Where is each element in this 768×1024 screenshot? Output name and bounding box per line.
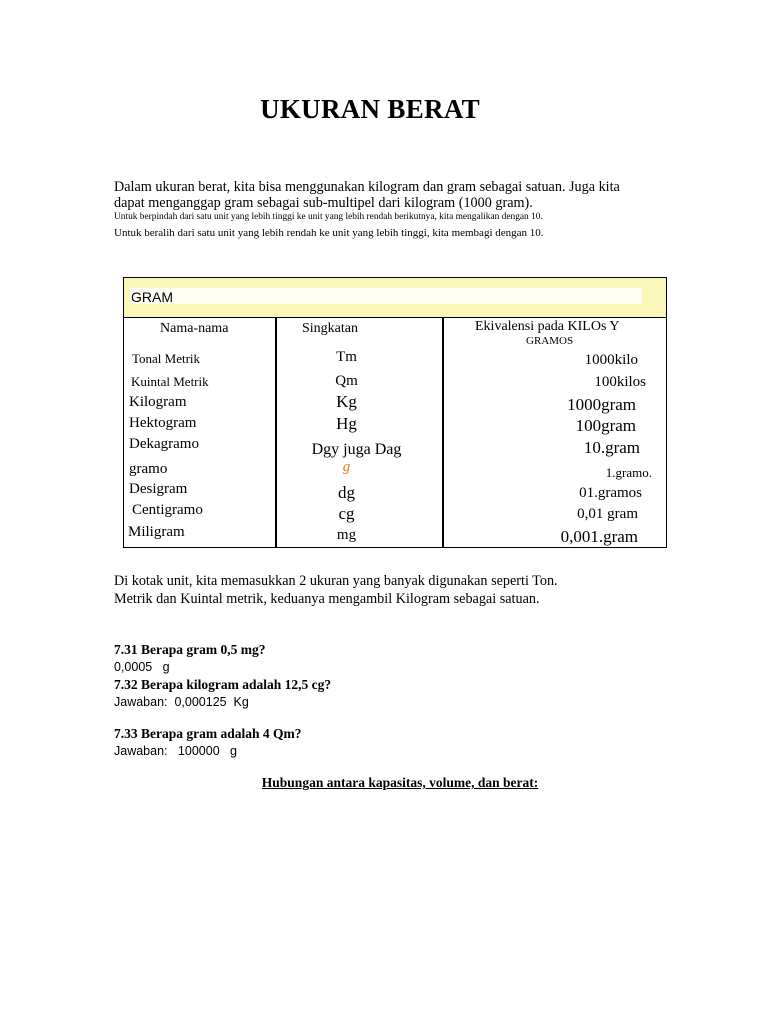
table-cell-name: Kuintal Metrik xyxy=(131,374,209,389)
question-text: 7.32 Berapa kilogram adalah 12,5 cg? xyxy=(114,677,332,692)
table-cell-abbr: dg xyxy=(338,483,355,502)
table-cell-name: Hektogram xyxy=(129,415,197,431)
table-note xyxy=(114,572,558,608)
table-cell-equiv: 01.gramos xyxy=(579,485,642,501)
table-cell-abbr: mg xyxy=(336,527,357,543)
intro-section xyxy=(114,179,634,240)
table-cell-equiv: 100kilos xyxy=(594,374,646,390)
weight-units-table xyxy=(123,277,667,548)
table-cell-name: gramo xyxy=(129,461,168,477)
table-cell-abbr: Dgy juga Dag xyxy=(311,441,402,458)
table-note-line: Di kotak unit, kita memasukkan 2 ukuran yang banyak digunakan seperti Ton. xyxy=(114,573,558,589)
column-divider xyxy=(442,318,444,547)
table-note-line: Metrik dan Kuintal metrik, keduanya mengambil Kilogram sebagai satuan. xyxy=(114,591,540,607)
table-cell-name: Centigramo xyxy=(132,502,203,518)
table-cell-equiv: 0,001.gram xyxy=(560,527,638,546)
column-header-abbr: Singkatan xyxy=(302,321,358,336)
table-cell-equiv: 0,01 gram xyxy=(577,506,638,522)
table-header-band xyxy=(124,278,666,318)
table-cell-abbr: Qm xyxy=(335,373,358,389)
table-cell-equiv: 10.gram xyxy=(583,438,640,457)
question-text: 7.33 Berapa gram adalah 4 Qm? xyxy=(114,726,302,741)
table-cell-equiv: 1.gramo. xyxy=(605,465,652,480)
question-7-33 xyxy=(114,725,302,760)
column-header-equiv: Ekivalensi pada KILOs Y xyxy=(475,319,620,334)
table-cell-equiv: 1000gram xyxy=(567,395,636,414)
table-cell-abbr: Kg xyxy=(336,392,357,411)
question-text: 7.31 Berapa gram 0,5 mg? xyxy=(114,642,266,657)
intro-multiply-rule: Untuk berpindah dari satu unit yang lebih tinggi ke unit yang lebih rendah berikutnya, kita mengalikan dengan 10. xyxy=(114,212,543,222)
table-cell-abbr: g xyxy=(342,459,351,475)
table-cell-name: Dekagramo xyxy=(129,436,199,452)
table-cell-equiv: 100gram xyxy=(575,416,636,435)
page-title: UKURAN BERAT xyxy=(260,94,480,124)
answer-text: Jawaban: 100000 g xyxy=(114,744,238,758)
table-cell-abbr: Hg xyxy=(336,414,357,433)
intro-paragraph: Dalam ukuran berat, kita bisa menggunakan kilogram dan gram sebagai satuan. Juga kita dapat menganggap gram sebagai sub-multipel dari kilogram (1000 gram). xyxy=(114,179,620,211)
table-cell-abbr: Tm xyxy=(336,349,357,365)
table-header-label: GRAM xyxy=(131,289,173,305)
table-cell-name: Kilogram xyxy=(129,394,187,410)
question-7-31 xyxy=(114,641,331,711)
table-cell-abbr: cg xyxy=(338,504,355,523)
answer-text: 0,0005 g xyxy=(114,660,170,674)
answer-text: Jawaban: 0,000125 Kg xyxy=(114,695,249,709)
table-cell-equiv: 1000kilo xyxy=(584,352,638,368)
table-cell-name: Miligram xyxy=(128,524,185,540)
table-cell-name: Desigram xyxy=(129,481,188,497)
column-header-equiv-sub: GRAMOS xyxy=(526,335,574,347)
table-cell-name: Tonal Metrik xyxy=(132,351,201,366)
section-heading-link[interactable]: Hubungan antara kapasitas, volume, dan berat: xyxy=(261,775,539,790)
header-highlight xyxy=(130,288,642,304)
intro-divide-rule: Untuk beralih dari satu unit yang lebih rendah ke unit yang lebih tinggi, kita membagi dengan 10. xyxy=(114,227,544,239)
column-header-names: Nama-nama xyxy=(160,321,229,336)
